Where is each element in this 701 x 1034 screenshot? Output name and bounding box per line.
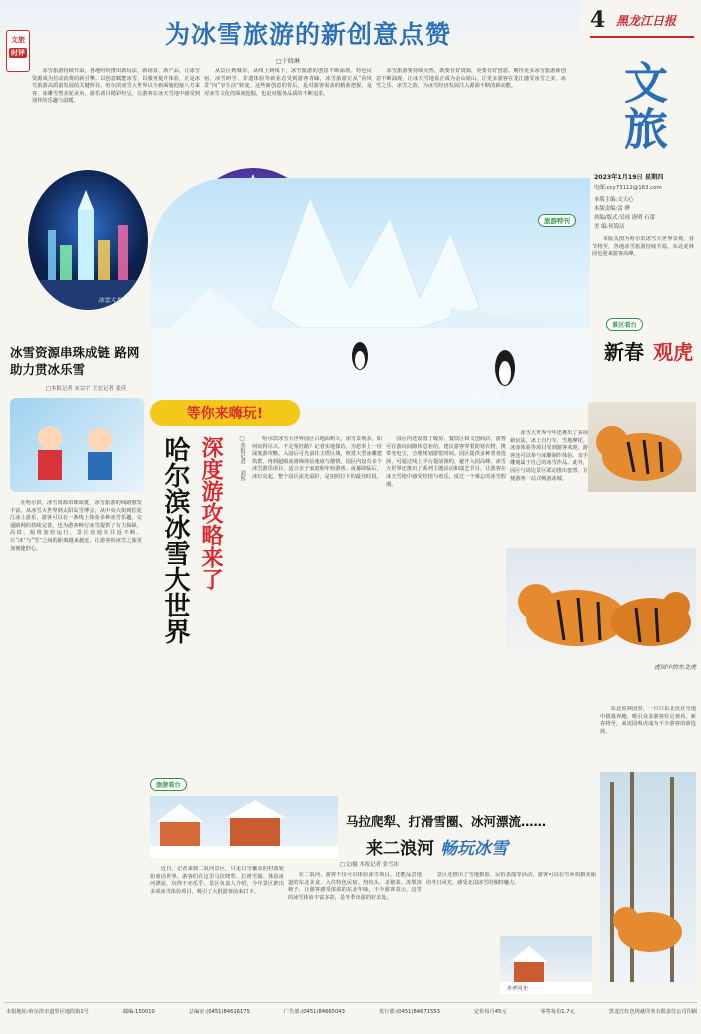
fun-main-title-right: 畅玩冰雪 <box>440 839 508 859</box>
travel-feature-tag: 旅游特刊 <box>538 214 576 227</box>
quote-box-body: 在哈尔滨，冰雪资源串珠成链，冰雪旅游的线路愈发丰富。从冰雪大世界到太阳岛雪博会，从中央大街到松花江冰上游乐，游客可以在一条线上体验多种冰雪乐趣。交通路网的持续完善，也为游客畅行冰雪提供了有力保障，高铁、航班加密运行，景区直通车往返不断，让“冰”与“雪”之间的距离越来越近，让游客的冰雪之旅更加便捷舒心。 <box>10 500 142 552</box>
fun-byline: □文/摄 本报记者 张雪冰 <box>340 862 399 868</box>
tiger-photo-2 <box>506 548 696 660</box>
top-article-col-2: 从景区到城市，从线上到线下，冰雪旅游的创意不断涌现。特色民宿、冰雪研学、非遗体验等新业态受到游客青睐，冰雪旅游正从“看风景”向“享生活”转变。这些新创意的背后，是对游客需求的精准把握，是对冰雪文化的深度挖掘，也是对服务品质的不断追求。 <box>204 68 372 97</box>
quote-box-title-wrap <box>10 344 140 378</box>
fun-body-col-2: 在二浪河，游客不仅可以体验冰雪项目，还能品尝地道的东北美食，入住特色民宿。热炕头、杀猪菜、冻梨冻柿子，让游客感受浓浓的东北年味。不少游客表示，这里的冰雪体验丰富多彩，是冬季出游的好去处。 <box>288 872 422 901</box>
tiger-photo-3 <box>600 772 696 986</box>
masthead-editors <box>594 196 694 232</box>
footer-price-copy: 零售每份1.7元 <box>540 1009 575 1015</box>
right-heading <box>604 336 694 396</box>
top-headline: 为冰雪旅游的新创意点赞 <box>164 20 451 49</box>
tiger-caption-wrap <box>506 662 696 702</box>
snow-village-illustration <box>150 796 338 858</box>
fun-title: 马拉爬犁、打滑雪圈、冰河漂流…… <box>346 814 547 829</box>
scenic-tag: 景区看台 <box>606 318 643 331</box>
fun-main-title-wrap <box>366 834 596 859</box>
ski-photo-illustration <box>10 398 144 492</box>
paper-name: 黑龙江日报 <box>616 13 677 28</box>
right-heading-line-1: 新春 <box>604 340 644 364</box>
tiger-illustration-3 <box>600 772 696 986</box>
masthead-rule <box>590 36 694 38</box>
page-number: 4 <box>590 7 606 33</box>
footer-phone-dist: 发行部:(0451)84671553 <box>378 1009 440 1015</box>
editor-line: 本版责编:雷 晔 <box>594 206 630 212</box>
quote-box-byline: □本报记者 宋宗宇 王宏记者 张佳 <box>46 386 127 392</box>
snow-sculpture-caption: 冰雪大世界 <box>470 394 501 401</box>
feature-main-title: 哈尔滨冰雪大世界 <box>160 436 190 644</box>
top-headline-wrap <box>108 16 508 50</box>
ski-photo <box>10 398 144 492</box>
tiger-caption: 虎园中的东北虎 <box>653 664 696 671</box>
tiger-illustration-1 <box>588 402 696 492</box>
footer-rule <box>4 1002 697 1003</box>
winter-caption: 冬季风光 <box>506 986 528 992</box>
masthead-top <box>590 8 694 32</box>
column-tag <box>6 30 30 72</box>
feature-banner-wrap <box>150 400 300 426</box>
tiger-photo-1 <box>588 402 696 492</box>
issue-date: 2023年1月19日 星期四 <box>594 174 664 181</box>
column-tag-line-2: 时评 <box>11 49 25 57</box>
feature-byline: □本报记者 刘彤 <box>239 436 245 481</box>
snow-village-photo <box>150 796 338 858</box>
footer-phone-main: 总编室:(0451)84616175 <box>188 1009 250 1015</box>
column-tag-line-1: 文旅 <box>11 36 25 44</box>
footer-printer: 黑龙江红色铸就印务有限责任公司印刷 <box>608 1009 697 1015</box>
footer-price-month: 定价每月45元 <box>473 1009 507 1015</box>
footer-phone-ads: 广告部:(0451)84665043 <box>283 1009 345 1015</box>
fun-body-col-3: 景区还推出了雪地摄影、民俗表演等活动，游客可以在雪乡拍摄美丽的冬日风光，感受北国冰雪的独特魅力。 <box>426 872 596 886</box>
fun-title-wrap <box>346 812 596 830</box>
editor-line: 美 编:何海洁 <box>594 224 625 230</box>
fun-main-title-left: 来二浪河 <box>366 839 434 859</box>
top-article-col-3: 冰雪旅游要持续火热，既要有好资源，更要有好创意。期待更多冰雪旅游新创意不断涌现，让冰天雪地真正成为金山银山，让更多游客在龙江感受冰雪之美、冰雪之乐、冰雪之韵，为冰雪经济发展注入源源不断的新动能。 <box>376 68 566 90</box>
editor-line: 执编/版式:吴琼 唐明 石蕾 <box>594 215 655 221</box>
editor-line: 本版主编:文天心 <box>594 197 634 203</box>
fun-body-col-1: 近日，记者来到二浪河景区，只见白雪覆盖的村落宛如童话世界，游客们在这里马拉爬犁、打滑雪圈、体验冰河漂流，玩得不亦乐乎。景区负责人介绍，今年景区推出多项冰雪体验项目，吸引了大批游客前来打卡。 <box>150 866 284 895</box>
footer-postcode: 邮编:150010 <box>122 1009 155 1015</box>
section-title: 文旅 <box>616 60 667 152</box>
footer-address: 本报地址:哈尔滨市道里区地段街1号 <box>6 1009 89 1015</box>
ice-lantern-photo <box>28 170 148 310</box>
ice-lantern-caption: 冰雪大世界 <box>98 297 129 304</box>
right-heading-line-2: 观虎 <box>653 340 694 364</box>
top-article-col-1: 冰雪旅游持续升温，各地纷纷推出新玩法、新场景、新产品，让冰雪资源成为拉动消费的新引擎。以创意赋能冰雪，以服务提升体验，正是冰雪旅游高质量发展的关键所在。哈尔滨冰雪大世界以全新面貌迎接八方来客，冰雕雪塑美轮美奂，游乐项目精彩纷呈，让游客在冰天雪地中感受到别样的乐趣与温暖。 <box>32 68 200 105</box>
tiger-illustration-2 <box>506 548 696 660</box>
right-lower-text: 东北虎林园里，一只只东北虎在雪地中嬉戏奔跑，吸引众多游客驻足观看。新春将至，来虎园观虎成为不少游客的新选择。 <box>600 706 696 735</box>
feature-body-col-2: 园区内还设置了暖房、餐饮区和文创商店，游客可在游玩间隙休息补给。建议游客穿着防寒衣物，携带充电宝，合理规划游览时间。园区提供多种票务选择，可通过线上平台提前预约，避开入园高峰。冰雪大世界还推出了系列主题活动和演艺节目，让游客在冰天雪地中感受热情与欢乐，度过一个难忘的冰雪假期。 <box>386 436 506 488</box>
travel-section-tag: 旅游看台 <box>150 778 187 791</box>
right-intro-text: 本版头图为哈尔滨冰雪大世界景观。春节将至，各地冰雪旅游持续升温，东北虎林园也迎来游客高峰。 <box>592 236 694 258</box>
feature-body-col-1: 哈尔滨冰雪大世界园区占地面积大、冰雪景观多，如何玩得尽兴、不走冤枉路？记者实地探访，为您奉上一份深度游攻略。入园后可先前往主塔区域，欣赏大型冰雕建筑群，再到超级冰滑梯体验速度与激情。园区内设有多个冰雪游乐项目，适合亲子家庭和年轻游客。夜幕降临后，冰灯亮起，整个园区流光溢彩，是拍照打卡的最佳时段。 <box>252 436 382 480</box>
right-middle-body: 冰雪大世界今年还推出了多项新玩法，冰上自行车、雪地摩托、冰壶体验等项目受到游客欢迎。游客还可以参与冰雕制作体验，亲手雕刻属于自己的冰雪作品。此外，园区与周边景区联动推出套票，方便游客一站式畅游冰城。 <box>510 430 588 482</box>
snow-sculpture-illustration <box>150 178 590 410</box>
section-title-wrap <box>586 46 696 166</box>
feature-banner: 等你来嗨玩! <box>186 406 264 422</box>
quote-box-title: 冰雪资源串珠成链 路网助力贯冰乐雪 <box>10 345 140 377</box>
footer <box>6 1008 697 1015</box>
masthead-email: 电邮:ccy73112@163.com <box>594 185 662 191</box>
top-byline: □于晓琳 <box>276 58 300 65</box>
feature-subtitle: 深度游攻略来了 <box>198 436 223 590</box>
ice-lantern-illustration <box>28 170 148 310</box>
snow-sculpture-photo <box>150 178 590 410</box>
